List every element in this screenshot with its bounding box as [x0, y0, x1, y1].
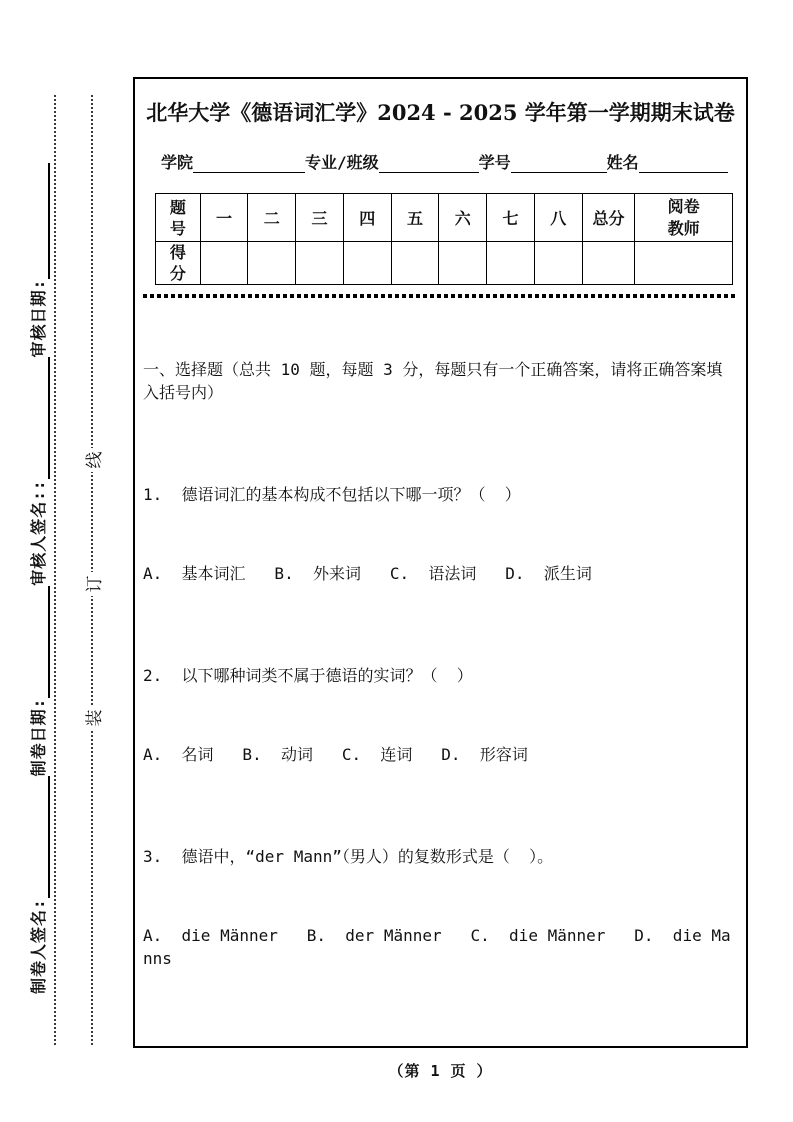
maker-sign-blank[interactable] — [30, 776, 50, 898]
maker-date-label: 制卷日期: — [29, 697, 48, 777]
col-3: 三 — [296, 194, 344, 242]
binding-dotted-line-right — [91, 95, 93, 1045]
major-class-label: 专业/班级 — [305, 153, 379, 172]
reviewer-sign-blank[interactable] — [30, 357, 50, 479]
margin-signature-strip — [10, 156, 50, 994]
binding-char-ding: 订 — [80, 572, 104, 596]
col-2: 二 — [248, 194, 296, 242]
question-text: 2. 以下哪种词类不属于德语的实词？（ ） — [143, 666, 473, 685]
college-blank[interactable] — [193, 155, 305, 173]
college-label: 学院 — [161, 153, 194, 172]
col-7: 七 — [487, 194, 535, 242]
score-cell[interactable] — [200, 242, 248, 285]
major-class-blank[interactable] — [379, 155, 479, 173]
score-table-score-row — [156, 242, 733, 285]
score-cell[interactable] — [296, 242, 344, 285]
col-5: 五 — [391, 194, 439, 242]
student-info-line — [161, 153, 728, 173]
dotted-separator — [143, 294, 738, 298]
name-label: 姓名 — [606, 153, 639, 172]
col-8: 八 — [534, 194, 582, 242]
question-number-header: 题号 — [156, 194, 201, 242]
score-table — [155, 193, 733, 285]
name-blank[interactable] — [639, 155, 728, 173]
exam-title: 北华大学《德语词汇学》2024 - 2025 学年第一学期期末试卷 — [146, 100, 735, 125]
student-id-label: 学号 — [478, 153, 511, 172]
score-cell[interactable] — [439, 242, 487, 285]
maker-sign-label: 制卷人签名: — [29, 898, 48, 994]
score-cell[interactable] — [534, 242, 582, 285]
score-row-label: 得分 — [156, 242, 201, 285]
question-area — [143, 312, 738, 1048]
question-options: A. 基本词汇 B. 外来词 C. 语法词 D. 派生词 — [143, 564, 592, 583]
score-cell[interactable] — [391, 242, 439, 285]
section1-heading: 一、选择题（总共 10 题，每题 3 分，每题只有一个正确答案，请将正确答案填入括号内） — [143, 360, 723, 402]
grader-header: 阅卷教师 — [635, 194, 733, 242]
score-table-header-row — [156, 194, 733, 242]
col-6: 六 — [439, 194, 487, 242]
page-number: （第 1 页 ） — [388, 1062, 493, 1080]
maker-date-blank[interactable] — [30, 586, 50, 698]
question-text: 1. 德语词汇的基本构成不包括以下哪一项？（ ） — [143, 485, 521, 504]
score-cell[interactable] — [248, 242, 296, 285]
reviewer-date-blank[interactable] — [30, 163, 50, 279]
grader-cell[interactable] — [635, 242, 733, 285]
binding-char-xian: 线 — [80, 448, 104, 472]
score-cell[interactable] — [343, 242, 391, 285]
col-4: 四 — [343, 194, 391, 242]
score-cell[interactable] — [487, 242, 535, 285]
binding-char-zhuang: 装 — [80, 706, 104, 730]
question-options: A. 名词 B. 动词 C. 连词 D. 形容词 — [143, 745, 528, 764]
total-score-header: 总分 — [582, 194, 635, 242]
binding-dotted-line-left — [54, 95, 56, 1045]
question-text: 3. 德语中，“der Mann”（男人）的复数形式是（ ）。 — [143, 847, 554, 866]
student-id-blank[interactable] — [511, 155, 607, 173]
col-1: 一 — [200, 194, 248, 242]
question-options: A. die Männer B. der Männer C. die Männer D. die Manns — [143, 926, 731, 968]
exam-sheet — [133, 77, 748, 1048]
total-score-cell[interactable] — [582, 242, 635, 285]
reviewer-sign-label: 审核人签名:: — [29, 479, 48, 586]
reviewer-date-label: 审核日期: — [29, 278, 48, 358]
